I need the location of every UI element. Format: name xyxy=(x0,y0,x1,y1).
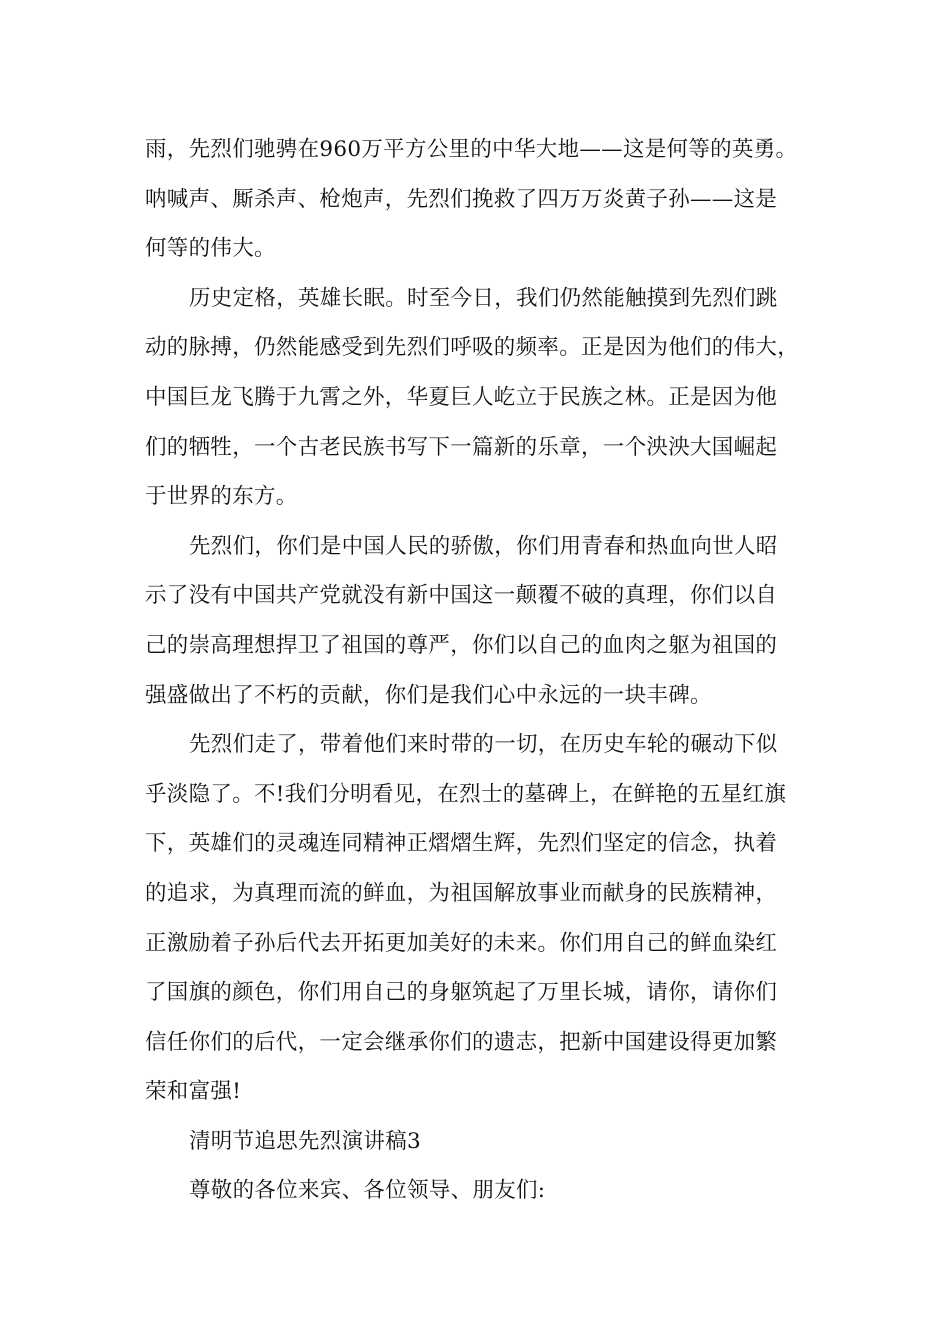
text-line-19: 信任你们的后代，一定会继承你们的遗志，把新中国建设得更加繁 xyxy=(145,1029,778,1055)
text-line-5: 动的脉搏，仍然能感受到先烈们呼吸的频率。正是因为他们的伟大， xyxy=(145,335,800,361)
text-line-9: 先烈们，你们是中国人民的骄傲，你们用青春和热血向世人昭 xyxy=(189,533,778,559)
text-line-1: 雨，先烈们驰骋在960万平方公里的中华大地——这是何等的英勇。 xyxy=(145,137,798,162)
text-line-17: 正激励着子孙后代去开拓更加美好的未来。你们用自己的鲜血染红 xyxy=(145,930,778,956)
text-line-11: 己的崇高理想捍卫了祖国的尊严，你们以自己的血肉之躯为祖国的 xyxy=(145,632,778,658)
text-line-3: 何等的伟大。 xyxy=(145,236,276,262)
text-line-20: 荣和富强! xyxy=(145,1079,242,1105)
text-line-2: 呐喊声、厮杀声、枪炮声，先烈们挽救了四万万炎黄子孙——这是 xyxy=(145,186,778,212)
section-heading: 清明节追思先烈演讲稿3 xyxy=(189,1128,421,1154)
text-line-15: 下，英雄们的灵魂连同精神正熠熠生辉，先烈们坚定的信念，执着 xyxy=(145,831,778,857)
text-line-12: 强盛做出了不朽的贡献，你们是我们心中永远的一块丰碑。 xyxy=(145,682,712,708)
document-body xyxy=(145,125,809,1216)
text-line-13: 先烈们走了，带着他们来时带的一切，在历史车轮的碾动下似 xyxy=(189,732,778,758)
text-line-6: 中国巨龙飞腾于九霄之外，华夏巨人屹立于民族之林。正是因为他 xyxy=(145,384,778,410)
text-line-18: 了国旗的颜色，你们用自己的身躯筑起了万里长城，请你，请你们 xyxy=(145,980,778,1006)
text-line-8: 于世界的东方。 xyxy=(145,484,298,510)
text-line-10: 示了没有中国共产党就没有新中国这一颠覆不破的真理，你们以自 xyxy=(145,583,778,609)
text-line-14: 乎淡隐了。不!我们分明看见，在烈士的墓碑上，在鲜艳的五星红旗 xyxy=(145,781,787,807)
salutation-line: 尊敬的各位来宾、各位领导、朋友们: xyxy=(189,1178,546,1204)
text-line-16: 的追求，为真理而流的鲜血，为祖国解放事业而献身的民族精神， xyxy=(145,880,778,906)
text-line-7: 们的牺牲，一个古老民族书写下一篇新的乐章，一个泱泱大国崛起 xyxy=(145,434,778,460)
text-line-4: 历史定格，英雄长眠。时至今日，我们仍然能触摸到先烈们跳 xyxy=(189,285,778,311)
